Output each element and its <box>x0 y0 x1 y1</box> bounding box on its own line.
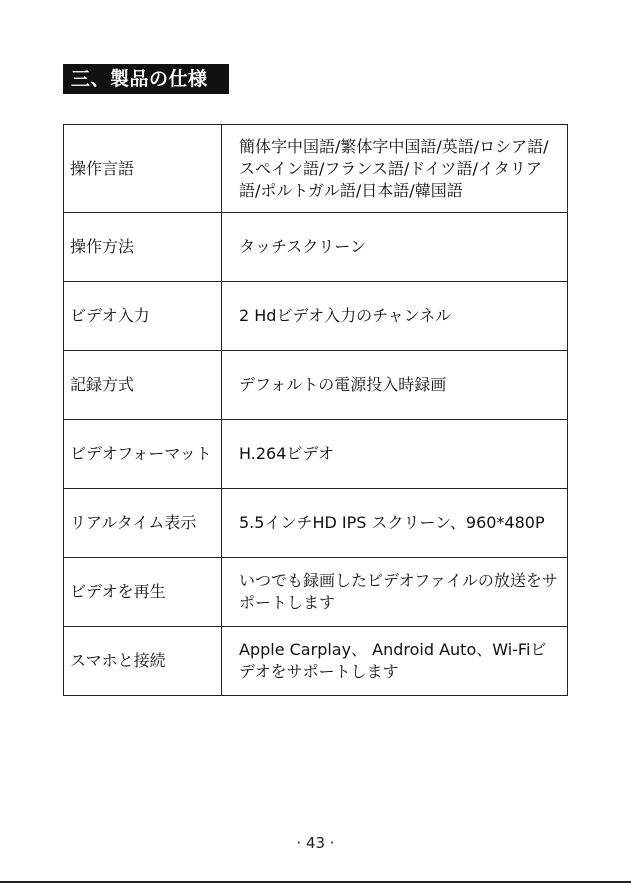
table-row <box>64 213 568 282</box>
spec-value: 5.5インチHD IPS スクリーン、960*480P <box>222 489 568 558</box>
spec-value: デフォルトの電源投入時録画 <box>222 351 568 420</box>
spec-table <box>63 124 568 696</box>
spec-label: ビデオ入力 <box>64 282 222 351</box>
spec-label: ビデオフォーマット <box>64 420 222 489</box>
spec-value: H.264ビデオ <box>222 420 568 489</box>
spec-label: 記録方式 <box>64 351 222 420</box>
spec-value: Apple Carplay、 Android Auto、Wi-Fiビデオをサポートします <box>222 627 568 696</box>
table-row <box>64 558 568 627</box>
table-row <box>64 420 568 489</box>
spec-value: タッチスクリーン <box>222 213 568 282</box>
spec-label: 操作言語 <box>64 125 222 213</box>
table-row <box>64 489 568 558</box>
spec-value: 簡体字中国語/繁体字中国語/英語/ロシア語/スペイン語/フランス語/ドイツ語/イタリア語/ポルトガル語/日本語/韓国語 <box>222 125 568 213</box>
table-row <box>64 627 568 696</box>
spec-label: 操作方法 <box>64 213 222 282</box>
section-title: 三、製品の仕様 <box>63 64 229 94</box>
spec-label: ビデオを再生 <box>64 558 222 627</box>
spec-label: リアルタイム表示 <box>64 489 222 558</box>
spec-value: いつでも録画したビデオファイルの放送をサポートします <box>222 558 568 627</box>
page-number: · 43 · <box>296 834 335 852</box>
table-row <box>64 125 568 213</box>
table-row <box>64 351 568 420</box>
spec-label: スマホと接続 <box>64 627 222 696</box>
table-row <box>64 282 568 351</box>
spec-value: 2 Hdビデオ入力のチャンネル <box>222 282 568 351</box>
